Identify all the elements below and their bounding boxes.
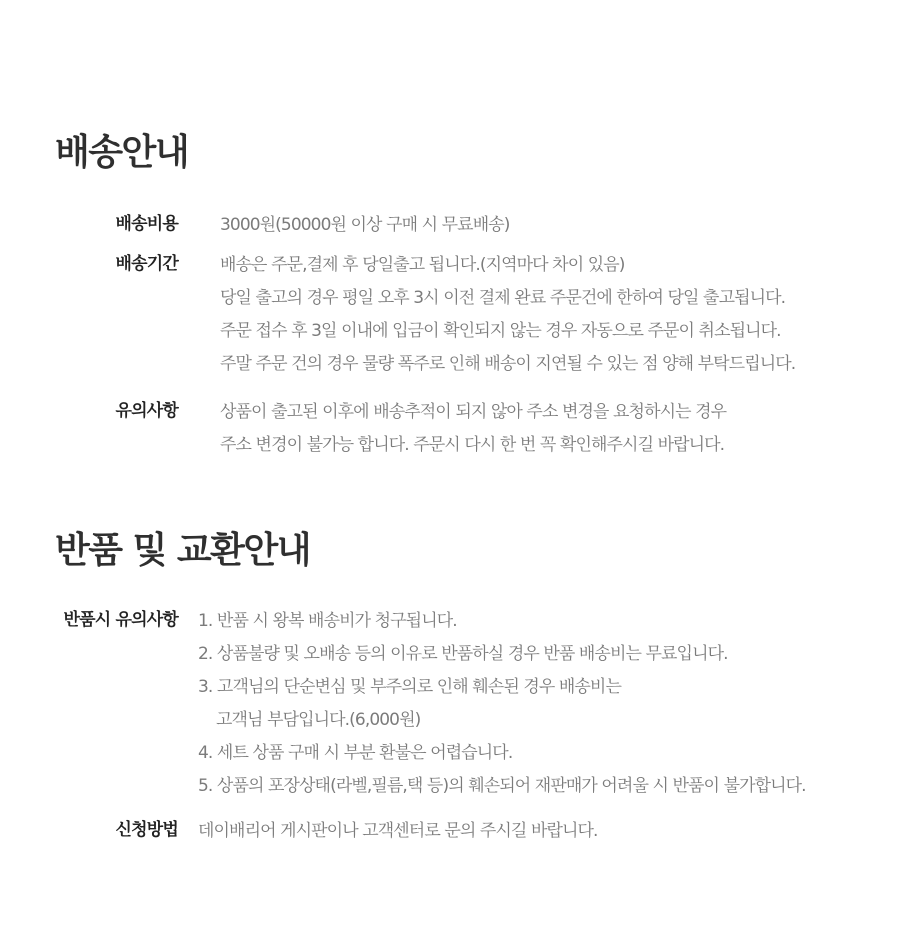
returns-note-item: 2. 상품불량 및 오배송 등의 이유로 반품하실 경우 반품 배송비는 무료입니다. — [198, 644, 728, 664]
shipping-cost-text: 3000원(50000원 이상 구매 시 무료배송) — [220, 215, 510, 235]
shipping-section-title: 배송안내 — [55, 132, 189, 173]
shipping-period-line: 배송은 주문,결제 후 당일출고 됩니다.(지역마다 차이 있음) — [220, 255, 625, 275]
returns-note-item: 4. 세트 상품 구매 시 부분 환불은 어렵습니다. — [198, 743, 513, 763]
returns-apply-text: 데이배리어 게시판이나 고객센터로 문의 주시길 바랍니다. — [198, 821, 598, 841]
returns-apply-label: 신청방법 — [115, 820, 178, 840]
returns-note-item: 3. 고객님의 단순변심 및 부주의로 인해 훼손된 경우 배송비는 — [198, 677, 621, 697]
returns-note-item: 1. 반품 시 왕복 배송비가 청구됩니다. — [198, 611, 457, 631]
shipping-period-line: 당일 출고의 경우 평일 오후 3시 이전 결제 완료 주문건에 한하여 당일 출고됩니다. — [220, 288, 786, 308]
shipping-notes-line: 주소 변경이 불가능 합니다. 주문시 다시 한 번 꼭 확인해주시길 바랍니다. — [220, 435, 725, 455]
shipping-period-line: 주말 주문 건의 경우 물량 폭주로 인해 배송이 지연될 수 있는 점 양해 부탁드립니다. — [220, 354, 796, 374]
shipping-cost-label: 배송비용 — [115, 214, 178, 234]
shipping-notes-label: 유의사항 — [115, 401, 178, 421]
shipping-period-label: 배송기간 — [115, 254, 178, 274]
shipping-period-line: 주문 접수 후 3일 이내에 입금이 확인되지 않는 경우 자동으로 주문이 취소됩니다. — [220, 321, 781, 341]
shipping-notes-line: 상품이 출고된 이후에 배송추적이 되지 않아 주소 변경을 요청하시는 경우 — [220, 402, 727, 422]
returns-section-title: 반품 및 교환안내 — [55, 530, 310, 571]
returns-note-item-continued: 고객님 부담입니다.(6,000원) — [216, 710, 421, 730]
returns-note-item: 5. 상품의 포장상태(라벨,필름,택 등)의 훼손되어 재판매가 어려울 시 반품이 불가합니다. — [198, 776, 806, 796]
returns-notes-label: 반품시 유의사항 — [63, 610, 178, 630]
